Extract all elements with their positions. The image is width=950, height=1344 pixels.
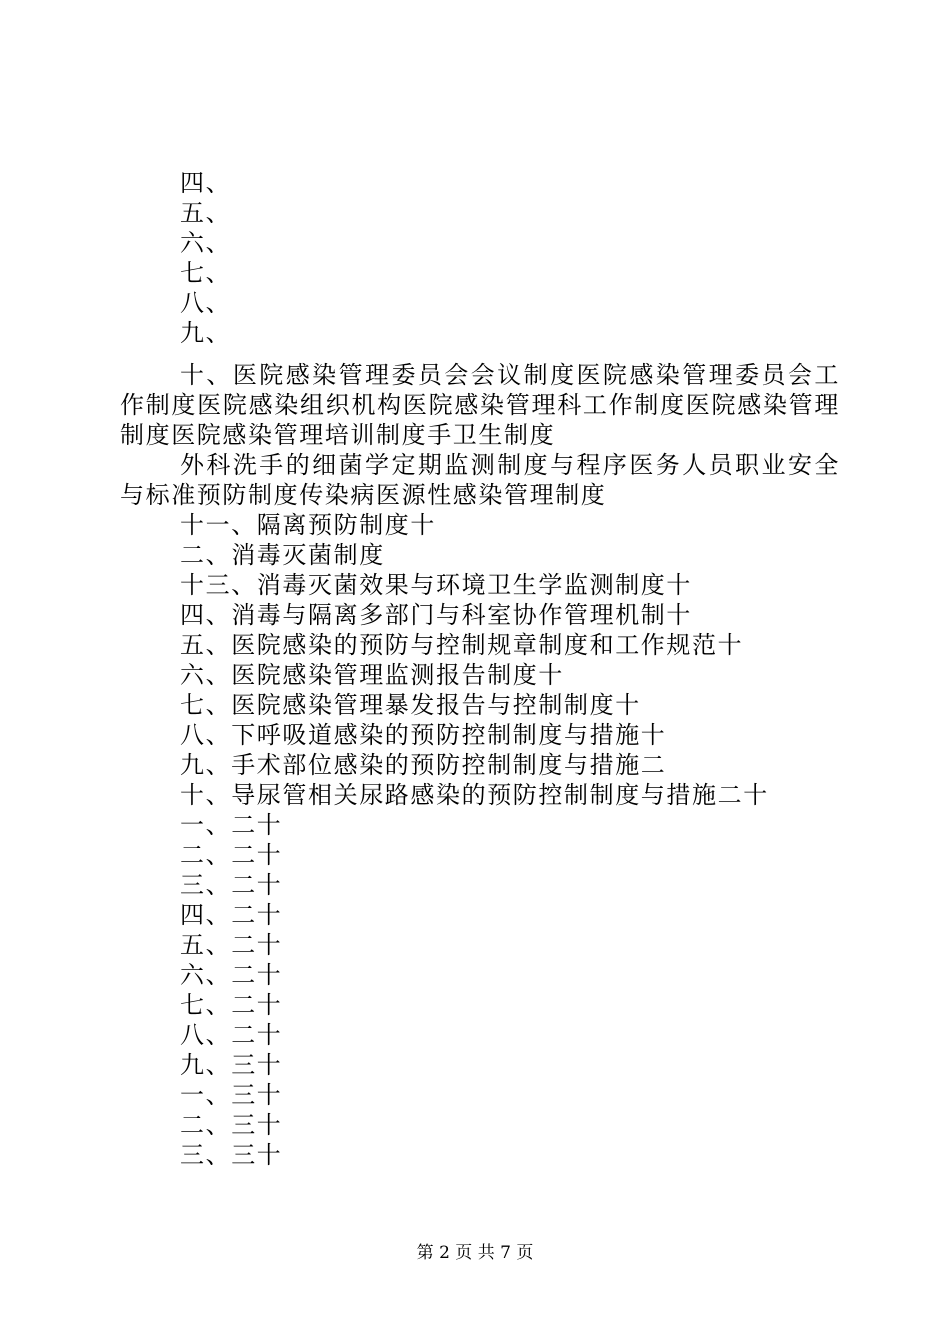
list-item: 一、二十 xyxy=(180,811,283,839)
list-item: 三、三十 xyxy=(180,1141,283,1169)
list-item: 六、二十 xyxy=(180,961,283,989)
paragraph: 外科洗手的细菌学定期监测制度与程序医务人员职业安全与标准预防制度传染病医源性感染管理制度 xyxy=(120,451,840,509)
list-item: 七、 xyxy=(180,259,232,287)
list-item: 六、 xyxy=(180,229,232,257)
list-item: 十三、消毒灭菌效果与环境卫生学监测制度十 xyxy=(180,571,692,599)
list-item: 九、三十 xyxy=(180,1051,283,1079)
list-item: 六、医院感染管理监测报告制度十 xyxy=(180,661,564,689)
list-bottom xyxy=(180,510,840,1170)
list-item: 八、二十 xyxy=(180,1021,283,1049)
list-item: 九、 xyxy=(180,319,232,347)
list-item: 二、三十 xyxy=(180,1111,283,1139)
list-item: 八、下呼吸道感染的预防控制制度与措施十 xyxy=(180,721,667,749)
list-item: 三、二十 xyxy=(180,871,283,899)
list-item: 五、二十 xyxy=(180,931,283,959)
list-item: 二、二十 xyxy=(180,841,283,869)
list-item: 十一、隔离预防制度十 xyxy=(180,511,436,539)
list-item: 四、 xyxy=(180,169,232,197)
list-item: 七、二十 xyxy=(180,991,283,1019)
list-item: 七、医院感染管理暴发报告与控制制度十 xyxy=(180,691,641,719)
list-top xyxy=(180,168,840,348)
list-item: 五、 xyxy=(180,199,232,227)
list-item: 八、 xyxy=(180,289,232,317)
list-item: 五、医院感染的预防与控制规章制度和工作规范十 xyxy=(180,631,744,659)
list-item: 四、消毒与隔离多部门与科室协作管理机制十 xyxy=(180,601,692,629)
list-item: 一、三十 xyxy=(180,1081,283,1109)
paragraph: 十、医院感染管理委员会会议制度医院感染管理委员会工作制度医院感染组织机构医院感染管理科工作制度医院感染管理制度医院感染管理培训制度手卫生制度 xyxy=(120,361,840,449)
page-number-footer: 第 2 页 共 7 页 xyxy=(416,1243,534,1263)
list-item: 十、导尿管相关尿路感染的预防控制制度与措施二十 xyxy=(180,781,769,809)
list-item: 九、手术部位感染的预防控制制度与措施二 xyxy=(180,751,667,779)
list-item: 四、二十 xyxy=(180,901,283,929)
list-item: 二、消毒灭菌制度 xyxy=(180,541,385,569)
